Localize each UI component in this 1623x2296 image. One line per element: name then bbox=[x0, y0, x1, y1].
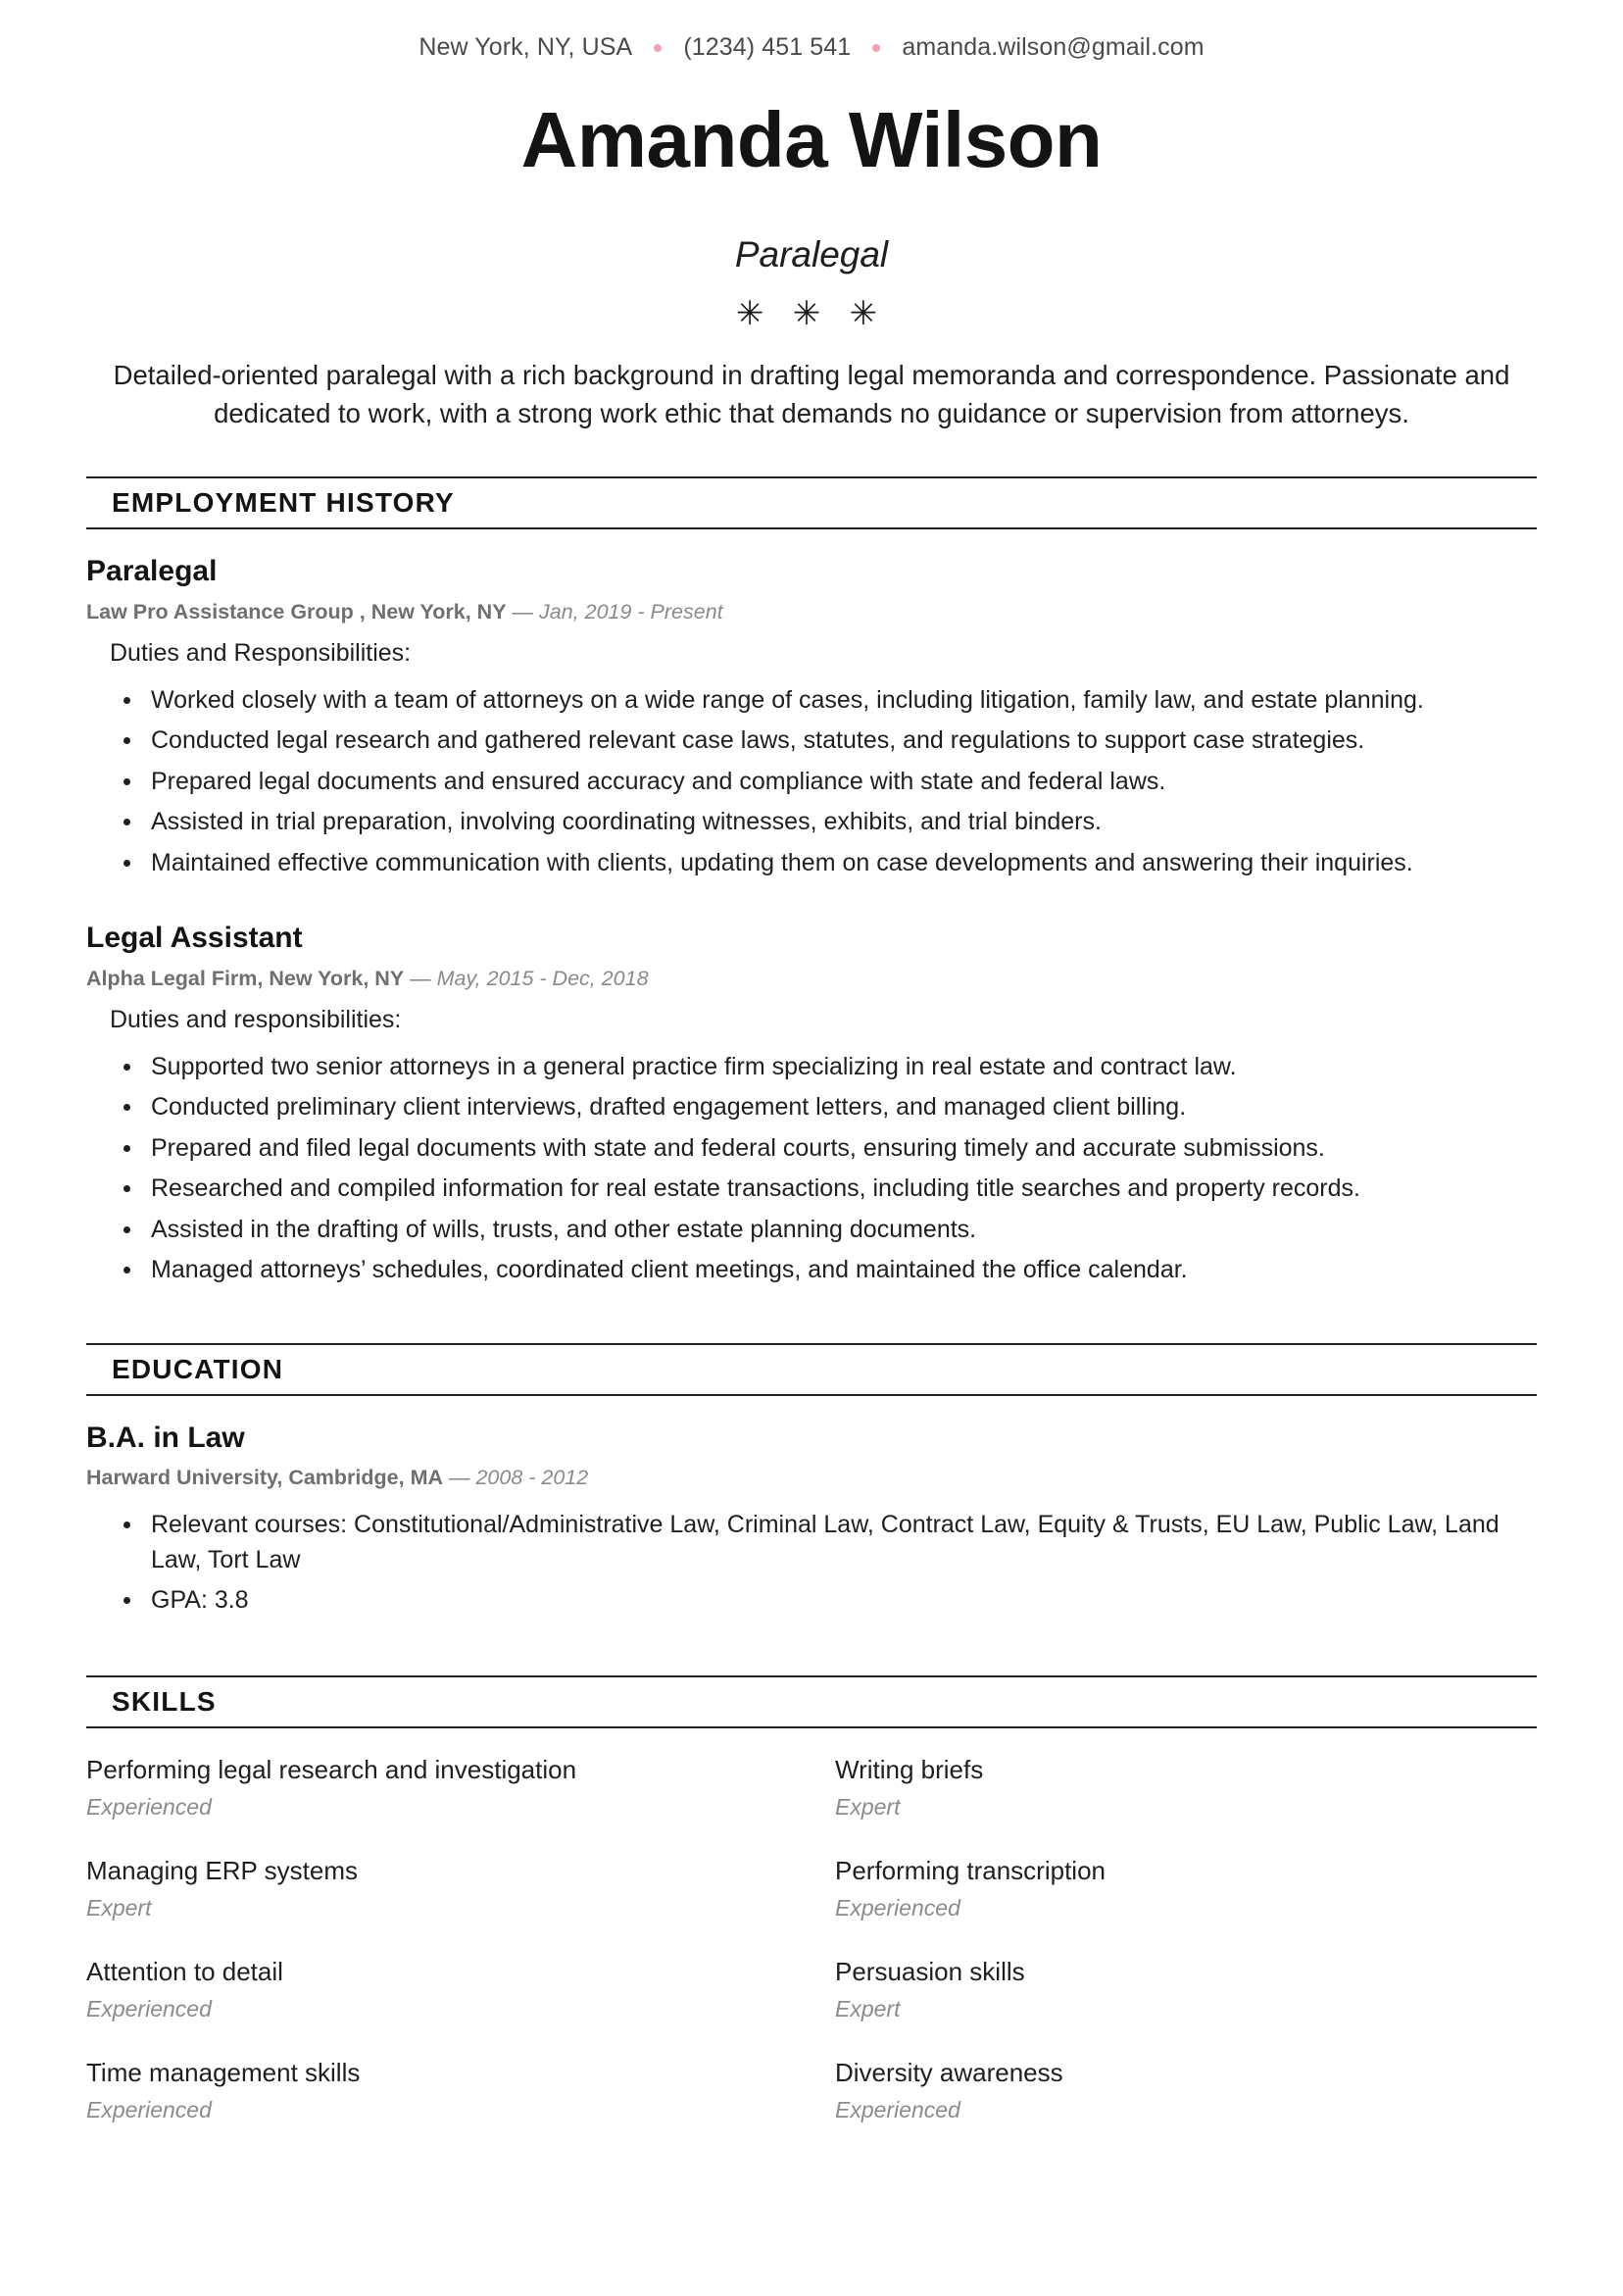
skill-name: Time management skills bbox=[86, 2057, 361, 2087]
list-item: Assisted in the drafting of wills, trusts, and other estate planning documents. bbox=[137, 1213, 1537, 1248]
candidate-name: Amanda Wilson bbox=[520, 96, 1103, 183]
employment-entry-title: Legal Assistant bbox=[86, 922, 303, 955]
skill-item bbox=[835, 1754, 1537, 1822]
skills-grid bbox=[86, 1754, 1537, 2158]
employment-section-header bbox=[86, 476, 1537, 529]
skill-level: Expert bbox=[835, 1794, 901, 1821]
skill-level: Experienced bbox=[86, 1794, 212, 1821]
employment-entry-note: Duties and responsibilities: bbox=[110, 1005, 402, 1033]
contact-separator-dot-icon bbox=[872, 44, 880, 52]
skill-name: Performing transcription bbox=[835, 1855, 1106, 1885]
education-entry bbox=[86, 1420, 1537, 1619]
employment-entry-dash: — bbox=[410, 966, 431, 990]
list-item: GPA: 3.8 bbox=[137, 1583, 1537, 1619]
employment-section-title: EMPLOYMENT HISTORY bbox=[112, 487, 455, 519]
skills-section bbox=[86, 1675, 1537, 2158]
education-entry-meta bbox=[86, 1465, 1537, 1492]
skill-name: Writing briefs bbox=[835, 1754, 984, 1784]
list-item: Researched and compiled information for real estate transactions, including title searches and property records. bbox=[137, 1172, 1537, 1207]
education-entry-dash: — bbox=[448, 1466, 470, 1490]
skills-section-header bbox=[86, 1675, 1537, 1728]
education-entry-dates: 2008 - 2012 bbox=[475, 1466, 589, 1490]
contact-email: amanda.wilson@gmail.com bbox=[902, 33, 1205, 61]
skill-level: Experienced bbox=[835, 2097, 960, 2123]
education-section-title: EDUCATION bbox=[112, 1353, 284, 1384]
employment-history-section bbox=[86, 476, 1537, 1287]
list-item: Prepared legal documents and ensured accuracy and compliance with state and federal laws. bbox=[137, 765, 1537, 800]
education-entry-title: B.A. in Law bbox=[86, 1421, 245, 1454]
education-section bbox=[86, 1343, 1537, 1619]
list-item: Supported two senior attorneys in a general practice firm specializing in real estate and contract law. bbox=[137, 1050, 1537, 1085]
list-item: Conducted preliminary client interviews, drafted engagement letters, and managed client billing. bbox=[137, 1090, 1537, 1125]
employment-entry bbox=[86, 553, 1537, 880]
skill-level: Experienced bbox=[86, 1996, 212, 2022]
skill-name: Persuasion skills bbox=[835, 1956, 1025, 1986]
skill-level: Experienced bbox=[86, 2097, 212, 2123]
skill-level: Expert bbox=[86, 1895, 152, 1922]
education-entry-bullets bbox=[86, 1508, 1537, 1619]
contact-separator-dot-icon bbox=[654, 44, 662, 52]
employment-entry-meta bbox=[86, 966, 1537, 993]
list-item: Assisted in trial preparation, involving coordinating witnesses, exhibits, and trial binders. bbox=[137, 805, 1537, 840]
contact-line bbox=[86, 22, 1537, 62]
skill-item bbox=[86, 1855, 788, 1922]
list-item: Relevant courses: Constitutional/Administrative Law, Criminal Law, Contract Law, Equity & Trusts, EU Law, Public Law, Land Law, Tort Law bbox=[137, 1508, 1537, 1577]
skill-item bbox=[86, 2057, 788, 2124]
skill-name: Attention to detail bbox=[86, 1956, 283, 1986]
list-item: Managed attorneys’ schedules, coordinated client meetings, and maintained the office calendar. bbox=[137, 1253, 1537, 1288]
skill-item bbox=[835, 2057, 1537, 2124]
employment-entry-dates: Jan, 2019 - Present bbox=[539, 599, 723, 624]
employment-entry-dash: — bbox=[512, 599, 534, 624]
skill-item bbox=[835, 1956, 1537, 2023]
list-item: Maintained effective communication with clients, updating them on case developments and answering their inquiries. bbox=[137, 846, 1537, 881]
employment-entry-org: Alpha Legal Firm, New York, NY bbox=[86, 966, 405, 990]
list-item: Conducted legal research and gathered relevant case laws, statutes, and regulations to support case strategies. bbox=[137, 724, 1537, 759]
education-entry-org: Harward University, Cambridge, MA bbox=[86, 1466, 443, 1490]
skill-name: Diversity awareness bbox=[835, 2057, 1063, 2087]
skill-name: Managing ERP systems bbox=[86, 1855, 358, 1885]
education-section-header bbox=[86, 1343, 1537, 1396]
list-item: Prepared and filed legal documents with state and federal courts, ensuring timely and accurate submissions. bbox=[137, 1131, 1537, 1167]
skill-item bbox=[86, 1754, 788, 1822]
skill-name: Performing legal research and investigation bbox=[86, 1754, 577, 1784]
candidate-job-title: Paralegal bbox=[734, 233, 889, 275]
employment-entry-meta bbox=[86, 599, 1537, 626]
employment-entry-title: Paralegal bbox=[86, 555, 218, 588]
skill-level: Expert bbox=[835, 1996, 901, 2022]
skill-item bbox=[86, 1956, 788, 2023]
skills-section-title: SKILLS bbox=[112, 1685, 217, 1717]
employment-entry bbox=[86, 920, 1537, 1287]
employment-entry-note: Duties and Responsibilities: bbox=[110, 638, 412, 667]
contact-phone: (1234) 451 541 bbox=[683, 33, 852, 61]
professional-summary: Detailed-oriented paralegal with a rich background in drafting legal memoranda and correspondence. Passionate and dedicated to work, with a strong work ethic that demands no guidance or supervision from attorneys. bbox=[113, 359, 1510, 429]
contact-location: New York, NY, USA bbox=[418, 33, 633, 61]
skill-level: Experienced bbox=[835, 1895, 960, 1922]
asterisk-divider-icon: ✳ ✳ ✳ bbox=[735, 294, 888, 332]
employment-entry-org: Law Pro Assistance Group , New York, NY bbox=[86, 599, 507, 624]
employment-entry-bullets bbox=[86, 683, 1537, 881]
employment-entry-dates: May, 2015 - Dec, 2018 bbox=[436, 966, 649, 990]
employment-entry-bullets bbox=[86, 1050, 1537, 1288]
skill-item bbox=[835, 1855, 1537, 1922]
list-item: Worked closely with a team of attorneys on a wide range of cases, including litigation, family law, and estate planning. bbox=[137, 683, 1537, 719]
